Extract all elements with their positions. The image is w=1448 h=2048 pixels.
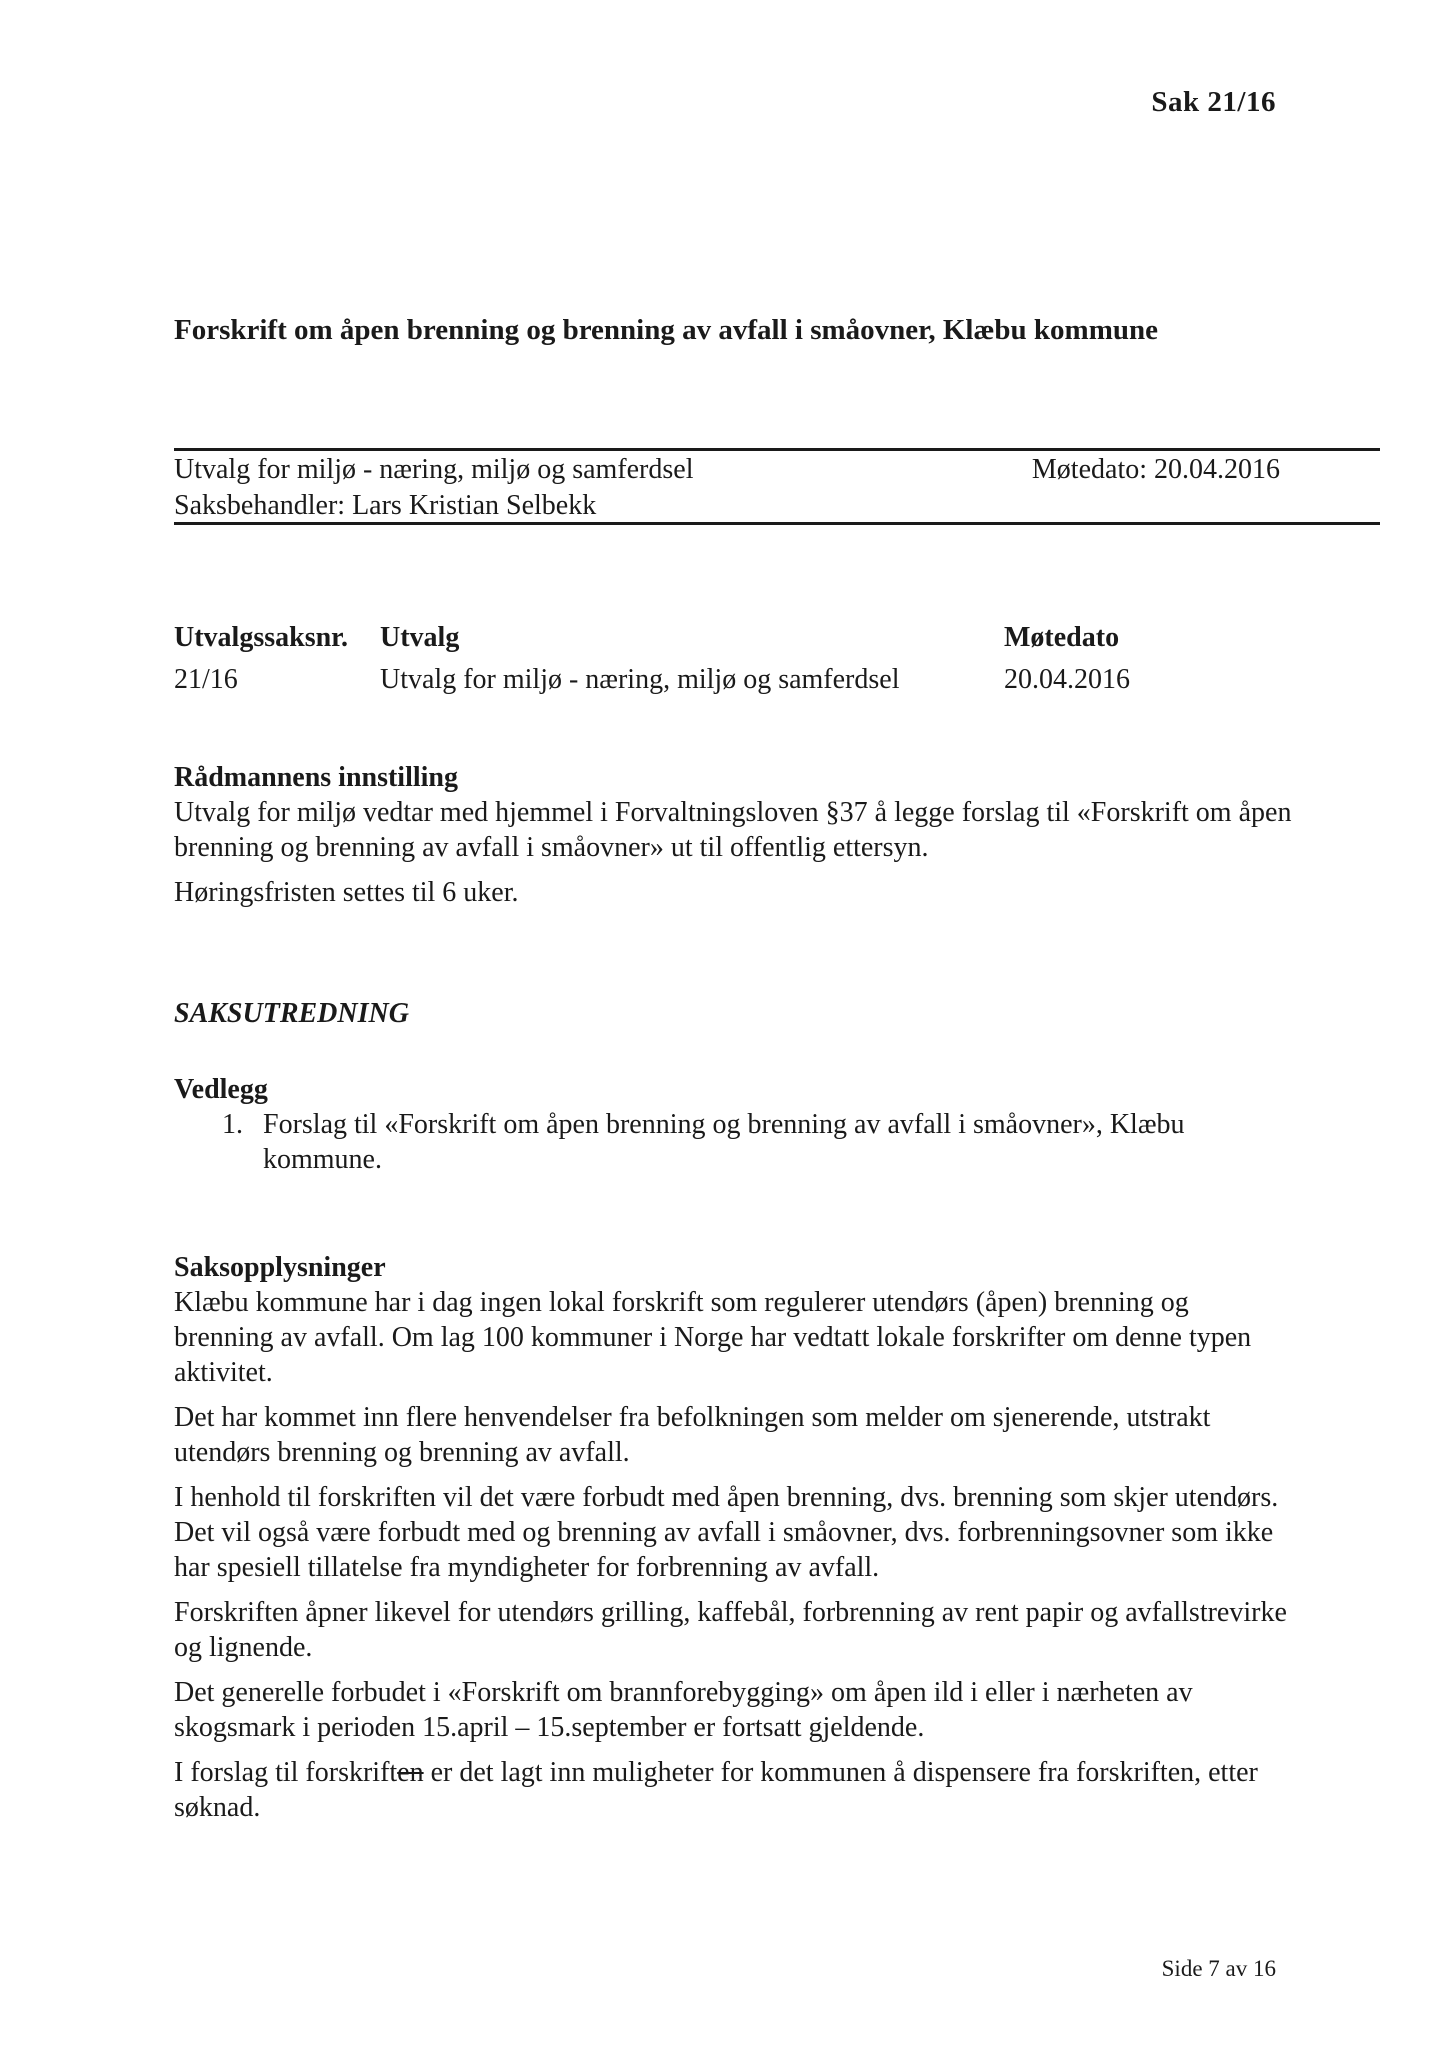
recommendation-paragraph: Utvalg for miljø vedtar med hjemmel i Forvaltningsloven §37 å legge forslag til «Forskrift om åpen brenning og brenning av avfall i småovner» ut til offentlig ettersyn. bbox=[174, 797, 1292, 863]
recommendation-section bbox=[174, 760, 1294, 920]
cell-committee: Utvalg for miljø - næring, miljø og samferdsel bbox=[380, 664, 900, 695]
struck-text: en bbox=[397, 1757, 424, 1788]
attachments-heading: Vedlegg bbox=[174, 1074, 268, 1105]
case-table-header bbox=[174, 622, 1204, 664]
top-rule bbox=[174, 448, 1380, 451]
case-info-paragraph: I henhold til forskriften vil det være forbudt med åpen brenning, dvs. brenning som skjer utendørs. Det vil også være forbudt med og brenning av avfall i småovner, dvs. forbrenningsovner som ikke har spesiell tillatelse fra myndigheter for forbrenning av avfall. bbox=[174, 1482, 1279, 1583]
last-paragraph-start: I forslag til forskrift bbox=[174, 1757, 398, 1788]
recommendation-heading: Rådmannens innstilling bbox=[174, 762, 458, 793]
case-info-paragraph: Forskriften åpner likevel for utendørs grilling, kaffebål, forbrenning av rent papir og avfallstrevirke og lignende. bbox=[174, 1597, 1287, 1663]
committee-name: Utvalg for miljø - næring, miljø og samferdsel bbox=[174, 454, 694, 485]
cell-case-no: 21/16 bbox=[174, 664, 238, 695]
case-officer: Saksbehandler: Lars Kristian Selbekk bbox=[174, 490, 597, 521]
recommendation-paragraph: Høringsfristen settes til 6 uker. bbox=[174, 877, 519, 908]
meta-row-committee bbox=[174, 452, 1380, 488]
bottom-rule bbox=[174, 522, 1380, 525]
case-info-paragraph: Klæbu kommune har i dag ingen lokal forskrift som regulerer utendørs (åpen) brenning og brenning av avfall. Om lag 100 kommuner i Norge har vedtatt lokale forskrifter om denne typen aktivitet. bbox=[174, 1287, 1252, 1388]
meta-block bbox=[174, 452, 1380, 524]
case-info-section bbox=[174, 1250, 1294, 1835]
last-paragraph-end: er det lagt inn muligheter for kommunen å dispensere fra forskriften, etter søknad. bbox=[174, 1757, 1258, 1823]
header-case-no: Utvalgssaksnr. bbox=[174, 622, 349, 653]
case-table bbox=[174, 622, 1204, 706]
case-info-last-paragraph bbox=[174, 1755, 1294, 1825]
list-item-number: 1. bbox=[222, 1109, 243, 1140]
meta-row-officer bbox=[174, 488, 1380, 524]
header-meeting-date: Møtedato bbox=[1004, 622, 1120, 653]
meeting-date: Møtedato: 20.04.2016 bbox=[1031, 454, 1280, 485]
list-item-text: Forslag til «Forskrift om åpen brenning og brenning av avfall i småovner», Klæbu kommune. bbox=[263, 1109, 1185, 1175]
attachments-section bbox=[174, 1072, 1294, 1177]
case-info-paragraph: Det har kommet inn flere henvendelser fra befolkningen som melder om sjenerende, utstrakt utendørs brenning og brenning av avfall. bbox=[174, 1402, 1211, 1468]
case-info-paragraph: Det generelle forbudet i «Forskrift om brannforebygging» om åpen ild i eller i nærheten av skogsmark i perioden 15.april – 15.september er fortsatt gjeldende. bbox=[174, 1677, 1193, 1743]
cell-meeting-date: 20.04.2016 bbox=[1004, 664, 1130, 695]
header-committee: Utvalg bbox=[380, 622, 460, 653]
table-row bbox=[174, 664, 1204, 706]
page-number: Side 7 av 16 bbox=[1161, 1956, 1276, 1981]
saksutredning-heading: SAKSUTREDNING bbox=[174, 998, 409, 1029]
case-info-heading: Saksopplysninger bbox=[174, 1252, 386, 1283]
document-title: Forskrift om åpen brenning og brenning av avfall i småovner, Klæbu kommune bbox=[174, 314, 1158, 346]
case-number: Sak 21/16 bbox=[1151, 86, 1276, 118]
list-item bbox=[174, 1107, 1294, 1177]
